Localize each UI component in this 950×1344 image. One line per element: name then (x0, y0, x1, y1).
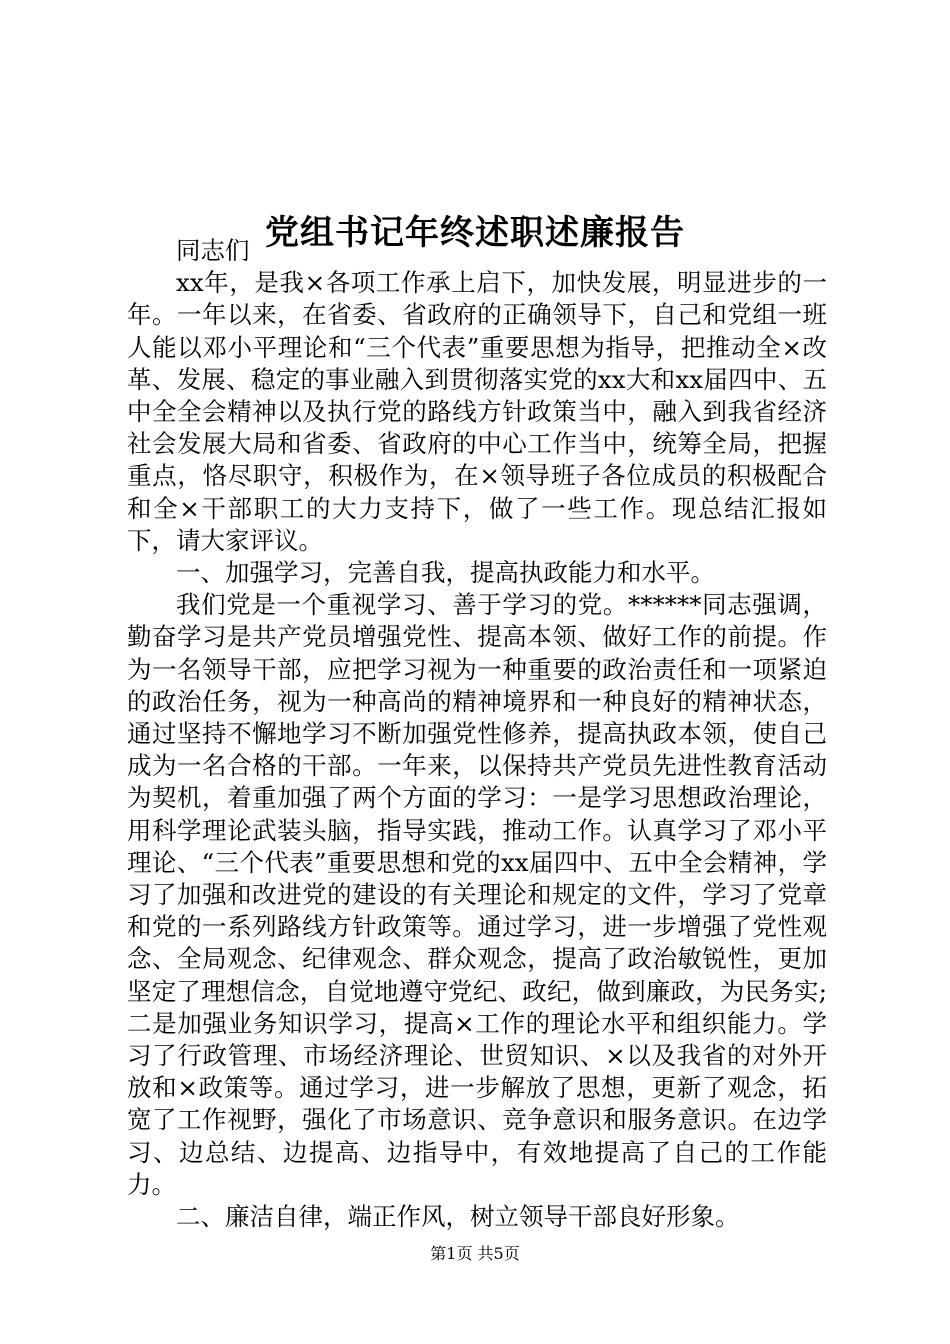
section-1-paragraph: 我们党是一个重视学习、善于学习的党。******同志强调，勤奋学习是共产党员增强党性、提高本领、做好工作的前提。作为一名领导干部，应把学习视为一种重要的政治责任和一项紧迫的政治任务，视为一种高尚的精神境界和一种良好的精神状态，通过坚持不懈地学习不断加强党性修养，提高执政本领，使自己成为一名合格的干部。一年来，以保持共产党员先进性教育活动为契机，着重加强了两个方面的学习：一是学习思想政治理论，用科学理论武装头脑，指导实践，推动工作。认真学习了邓小平理论、“三个代表”重要思想和党的xx届四中、五中全会精神，学习了加强和改进党的建设的有关理论和规定的文件，学习了党章和党的一系列路线方针政策等。通过学习，进一步增强了党性观念、全局观念、纪律观念、群众观念，提高了政治敏锐性，更加坚定了理想信念，自觉地遵守党纪、政纪，做到廉政，为民务实;二是加强业务知识学习，提高×工作的理论水平和组织能力。学习了行政管理、市场经济理论、世贸知识、×以及我省的对外开放和×政策等。通过学习，进一步解放了思想，更新了观念，拓宽了工作视野，强化了市场意识、竞争意识和服务意识。在边学习、边总结、边提高、边指导中，有效地提高了自己的工作能力。 (127, 590, 827, 1199)
section-heading-2: 二、廉洁自律，端正作风，树立领导干部良好形象。 (176, 1202, 740, 1232)
section-heading-1: 一、加强学习，完善自我，提高执政能力和水平。 (176, 558, 715, 588)
page-footer: 第1页 共5页 (430, 1244, 520, 1263)
intro-paragraph: xx年，是我×各项工作承上启下，加快发展，明显进步的一年。一年以来，在省委、省政府的正确领导下，自己和党组一班人能以邓小平理论和“三个代表”重要思想为指导，把推动全×改革、发展、稳定的事业融入到贯彻落实党的xx大和xx届四中、五中全全会精神以及执行党的路线方针政策当中，融入到我省经济社会发展大局和省委、省政府的中心工作当中，统筹全局，把握重点，恪尽职守，积极作为，在×领导班子各位成员的积极配合和全×干部职工的大力支持下，做了一些工作。现总结汇报如下，请大家评议。 (127, 268, 827, 555)
salutation-paragraph: 同志们 (176, 236, 250, 265)
document-body (127, 235, 827, 1233)
document-title: 党组书记年终述职述廉报告 (265, 212, 685, 253)
